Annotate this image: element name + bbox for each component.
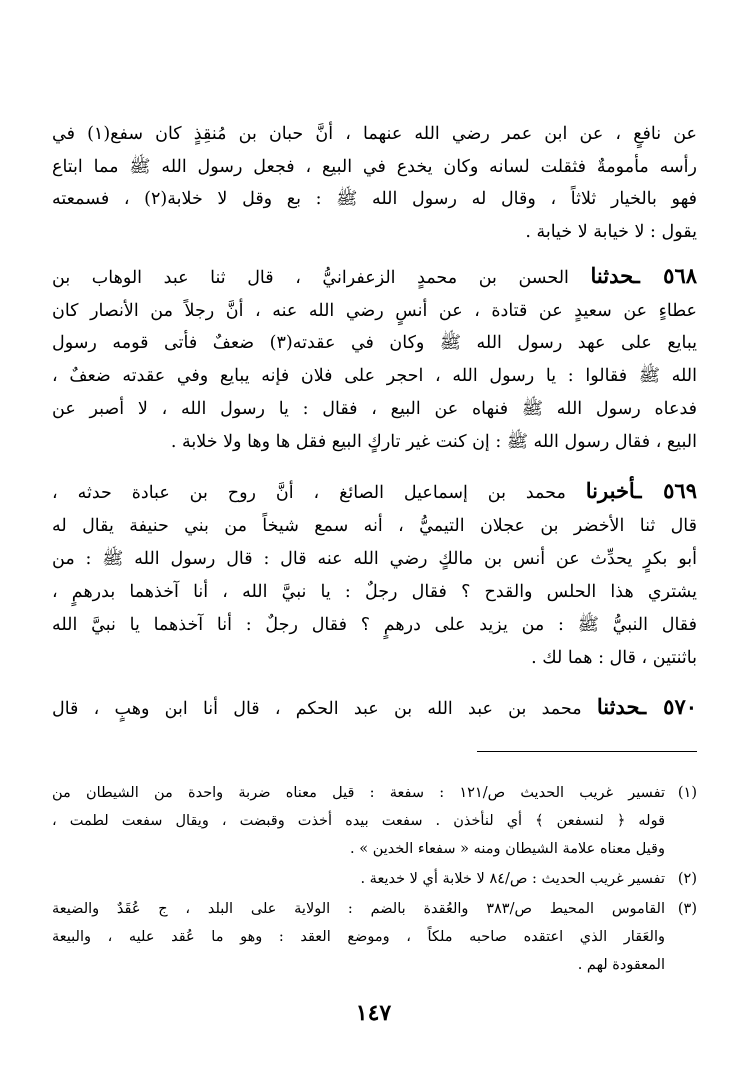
narration-keyword: حدثنا <box>596 694 641 719</box>
footnote-number: (١) <box>677 785 697 801</box>
hadith-text: محمد بن عبد الله بن عبد الحكم ، قال أنا ابن وهبٍ ، قال <box>52 699 582 719</box>
hadith-text: محمد بن إسماعيل الصائغ ، أنَّ روح بن عبادة حدثه ، <box>52 483 566 503</box>
text-line: عطاءٍ عن سعيدٍ عن قتادة ، عن أنسٍ رضي الله عنه ، أنَّ رجلاً من الأنصار كان <box>52 301 697 321</box>
narration-keyword: أخبرنا <box>585 478 636 503</box>
text-line: يبايع على عهد رسول الله ﷺ وكان في عقدته(٣) ضعفٌ فأتى قومه رسول <box>52 333 697 353</box>
text-line: الله ﷺ فقالوا : يا رسول الله ، احجر على فلان فإنه يبايع وفي عقدته ضعفٌ ، <box>52 366 697 386</box>
hadith-number: ٥٦٨ ـ <box>633 263 697 288</box>
text-line: البيع ، فقال رسول الله ﷺ : إن كنت غير تاركٍ البيع فقل ها وها ولا خلابة . <box>170 432 697 452</box>
narration-keyword: حدثنا <box>590 263 634 288</box>
footnote-number: (٣) <box>677 901 697 917</box>
text-line: قال ثنا الأخضر بن عجلان التيميُّ ، أنه سمع شيخاً من بني حنيفة يقال له <box>52 516 697 536</box>
text-line: فقال النبيُّ ﷺ : من يزيد على درهمٍ ؟ فقال رجلٌ : أنا آخذهما يا نبيَّ الله <box>52 615 697 635</box>
text-line: باثنتين ، قال : هما لك . <box>531 648 697 668</box>
text-line: عن نافعٍ ، عن ابن عمر رضي الله عنهما ، أنَّ حبان بن مُنقِذٍ كان سفع(١) في <box>52 124 697 144</box>
text-line: يشتري هذا الحلس والقدح ؟ فقال رجلٌ : يا نبيَّ الله ، أنا آخذهما بدرهمٍ ، <box>52 582 697 602</box>
hadith-569-heading <box>52 475 697 509</box>
footnote-line: تفسير غريب الحديث : ص/٨٤ لا خلابة أي لا خديعة . <box>360 871 665 887</box>
hadith-text: الحسن بن محمدٍ الزعفرانيُّ ، قال ثنا عبد الوهاب بن <box>52 268 569 288</box>
hadith-number: ٥٧٠ ـ <box>640 694 697 719</box>
text-line: يقول : لا خيابة لا خيابة . <box>525 222 697 242</box>
page-number: ١٤٧ <box>355 1000 392 1026</box>
footnote-number: (٢) <box>677 871 697 887</box>
text-line: فدعاه رسول الله ﷺ فنهاه عن البيع ، فقال : يا رسول الله ، لا أصبر عن <box>52 399 697 419</box>
text-line: أبو بكرٍ يحدِّث عن أنس بن مالكٍ رضي الله عنه قال : قال رسول الله ﷺ : من <box>52 549 697 569</box>
text-line: رأسه مأمومةٌ فثقلت لسانه وكان يخدع في البيع ، فجعل رسول الله ﷺ مما ابتاع <box>52 157 697 177</box>
footnote-line: قوله ﴿ لنسفعن ﴾ أي لنأخذن . سفعت بيده أخذت وقبضت ، ويقال سفعت لطمت ، <box>52 813 665 829</box>
footnote-line: تفسير غريب الحديث ص/١٢١ : سفعة : قيل معناه ضربة واحدة من الشيطان من <box>52 785 665 801</box>
hadith-568-heading <box>52 260 697 294</box>
footnote-line: المعقودة لهم . <box>577 957 665 973</box>
hadith-number: ٥٦٩ ـ <box>635 478 697 503</box>
hadith-570-heading <box>52 691 697 725</box>
text-line: فهو بالخيار ثلاثاً ، وقال له رسول الله ﷺ : بع وقل لا خلابة(٢) ، فسمعته <box>52 189 697 209</box>
footnote-line: القاموس المحيط ص/٣٨٣ والعُقدة بالضم : الولاية على البلد ، ج عُقَدٌ والضيعة <box>52 901 665 917</box>
footnote-line: وقيل معناه علامة الشيطان ومنه « سفعاء الخدين » . <box>350 841 665 857</box>
footnote-line: والعَقار الذي اعتقده صاحبه ملكاً ، وموضع العقد : وهو ما عُقد عليه ، والبيعة <box>52 929 665 945</box>
footnote-separator <box>477 751 697 752</box>
